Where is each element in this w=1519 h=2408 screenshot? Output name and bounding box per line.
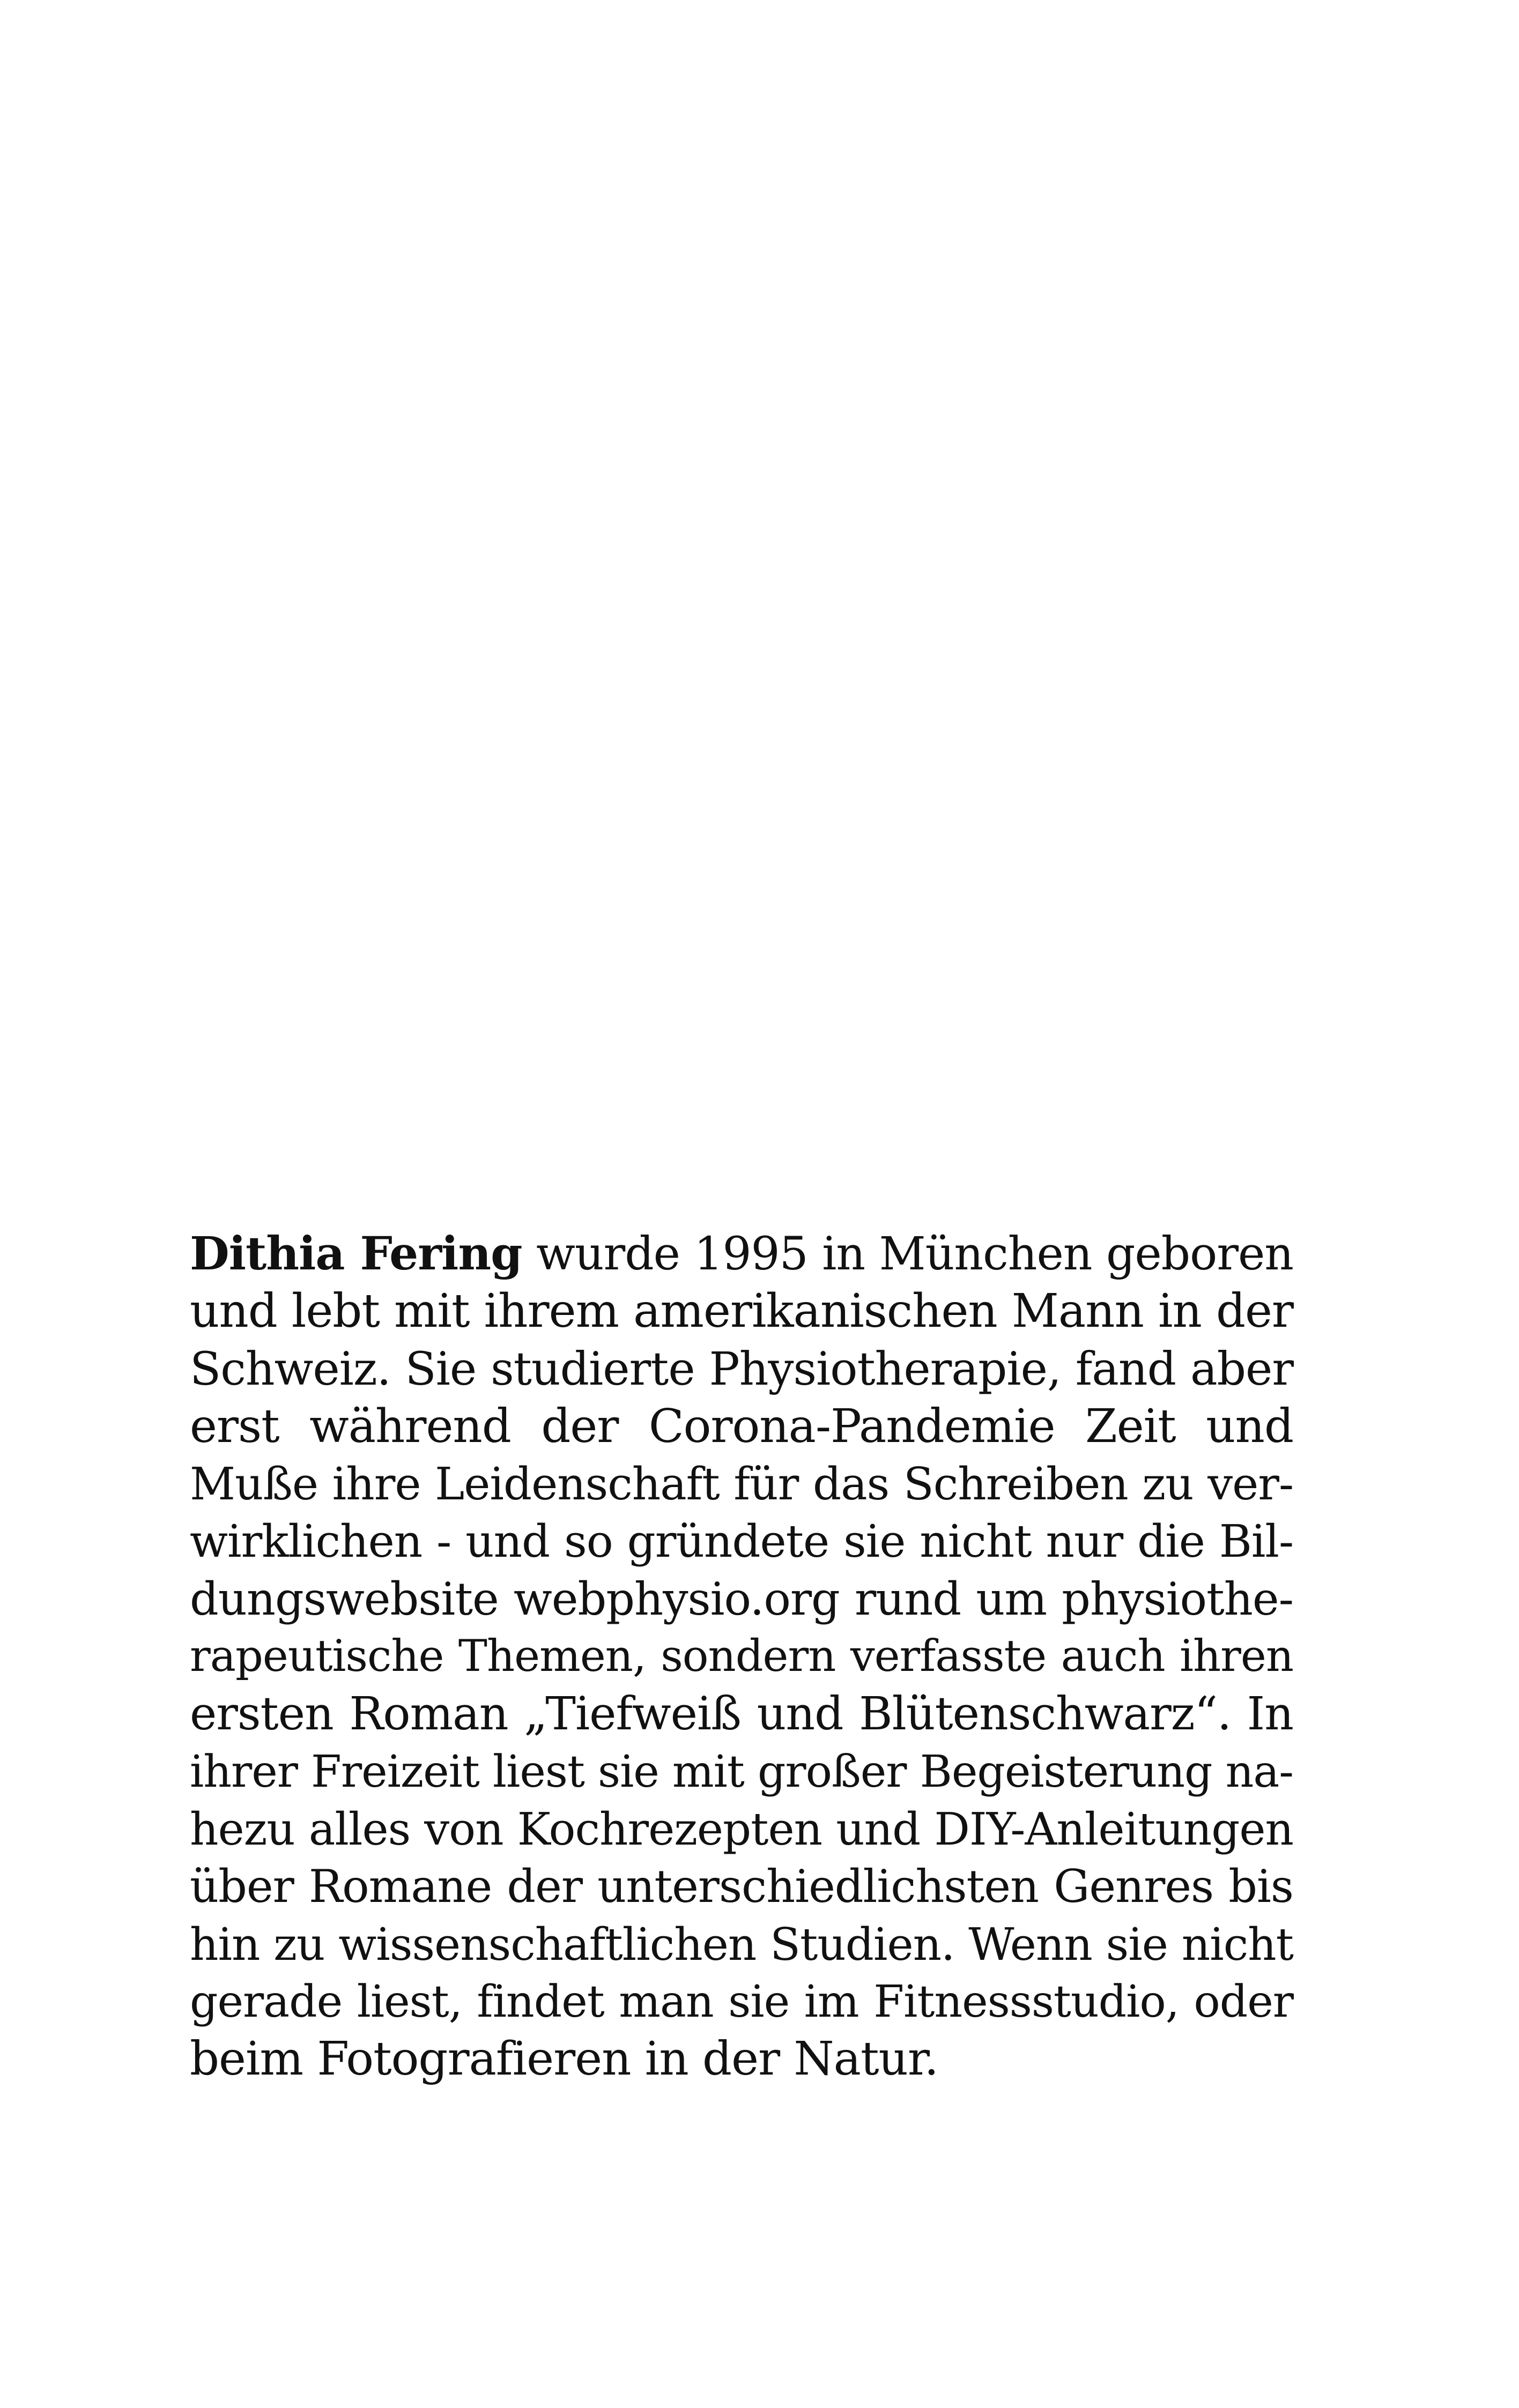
bio-line: wirklichen - und so gründete sie nicht nur die Bil-	[190, 1515, 1293, 1568]
bio-line: hezu alles von Kochrezepten und DIY-Anleitungen	[190, 1803, 1293, 1855]
bio-line: Muße ihre Leidenschaft für das Schreiben zu ver-	[190, 1458, 1293, 1511]
bio-line: gerade liest, findet man sie im Fitnessstudio, oder	[190, 1976, 1293, 2027]
bio-line	[190, 1225, 1293, 1283]
bio-line: dungswebsite webphysio.org rund um physiothe-	[190, 1572, 1293, 1625]
author-biography	[190, 1225, 1293, 2088]
bio-line: beim Fotografieren in der Natur.	[190, 2032, 938, 2086]
bio-line: über Romane der unterschiedlichsten Genres bis	[190, 1860, 1293, 1913]
bio-line: hin zu wissenschaftlichen Studien. Wenn sie nicht	[190, 1918, 1293, 1971]
author-name: Dithia Fering	[190, 1227, 522, 1281]
bio-line: rapeutische Themen, sondern verfasste auch ihren	[190, 1631, 1293, 1682]
bio-line: und lebt mit ihrem amerikanischen Mann in der	[190, 1284, 1293, 1339]
bio-line: ihrer Freizeit liest sie mit großer Begeisterung na-	[190, 1746, 1293, 1797]
bio-line: ersten Roman „Tiefweiß und Blütenschwarz“. In	[190, 1688, 1293, 1741]
bio-line: Schweiz. Sie studierte Physiotherapie, fand aber	[190, 1342, 1293, 1396]
bio-line-text: wurde 1995 in München geboren	[522, 1228, 1293, 1281]
bio-line: erst während der Corona-Pandemie Zeit und	[190, 1399, 1293, 1453]
